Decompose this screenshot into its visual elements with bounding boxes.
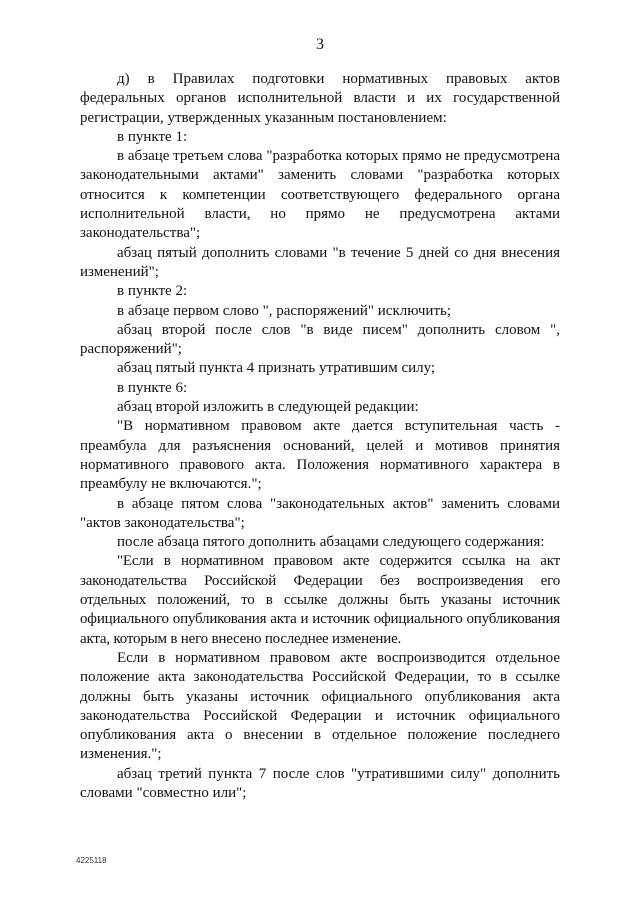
paragraph-preamble-quote: "В нормативном правовом акте дается вступительная часть - преамбула для разъяснения оснований, целей и мотивов принятия нормативного правового акта. Положения нормативного характера в преамбулу не включаются.";	[80, 418, 560, 493]
paragraph-reference-quote-2: Если в нормативном правовом акте воспроизводится отдельное положение акта законодательства Российской Федерации, то в ссылке должны быть указаны источник официального опубликования акта законодательства Российской Федерации и источник официального опубликования акта о внесении в отдельное положение последнего изменения.";	[80, 649, 560, 763]
paragraph-item-2-par-1: в абзаце первом слово ", распоряжений" исключить;	[117, 302, 452, 319]
paragraph-d: д) в Правилах подготовки нормативных правовых актов федеральных органов исполнительной власти и их государственной регистрации, утвержденных указанным постановлением:	[80, 71, 560, 126]
paragraph-item-1-par-3: в абзаце третьем слова "разработка которых прямо не предусмотрена законодательными актами" заменить словами "разработка которых относится к компетенции соответствующего федерального органа исполнительной власти, но прямо не предусмотрена актами законодательства";	[80, 148, 560, 242]
document-code: 4225118	[76, 856, 107, 865]
paragraph-item-1-par-5: абзац пятый дополнить словами "в течение 5 дней со дня внесения изменений";	[80, 244, 560, 280]
paragraph-item-4: абзац пятый пункта 4 признать утратившим силу;	[117, 360, 436, 377]
paragraph-item-6-par-2: абзац второй изложить в следующей редакции:	[117, 399, 419, 416]
paragraph-item-2-par-2: абзац второй после слов "в виде писем" дополнить словом ", распоряжений";	[80, 321, 560, 358]
paragraph-item-6: в пункте 6:	[117, 379, 188, 396]
document-body	[80, 70, 560, 803]
paragraph-item-6-par-5: в абзаце пятом слова "законодательных актов" заменить словами "актов законодательства";	[80, 495, 560, 531]
paragraph-reference-quote-1: "Если в нормативном правовом акте содержится ссылка на акт законодательства Российской Федерации без воспроизведения его отдельных положений, то в ссылке должны быть указаны источник официального опубликования акта и источник официального опубликования акта, которым в него внесено последнее изменение.	[80, 553, 560, 647]
page-number: 3	[316, 36, 324, 53]
paragraph-item-7: абзац третий пункта 7 после слов "утратившими силу" дополнить словами "совместно или";	[80, 765, 560, 801]
paragraph-after-par-5: после абзаца пятого дополнить абзацами следующего содержания:	[117, 534, 545, 551]
paragraph-item-1: в пункте 1:	[117, 128, 188, 145]
paragraph-item-2: в пункте 2:	[117, 283, 188, 300]
